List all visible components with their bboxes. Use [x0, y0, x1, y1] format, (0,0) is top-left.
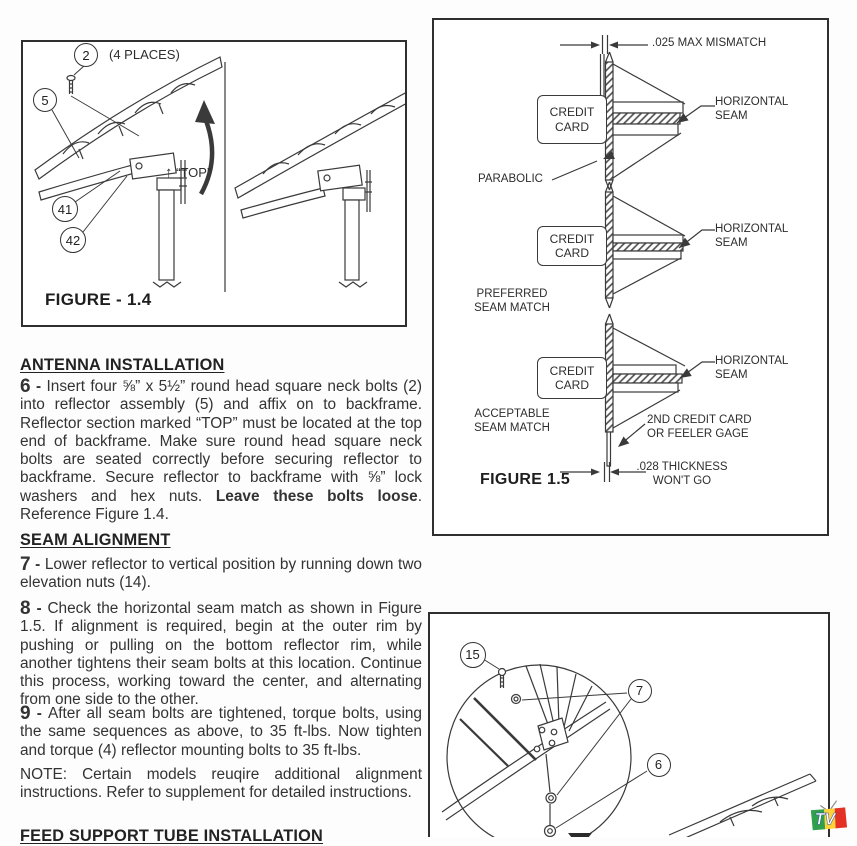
credit-card-box-2: CREDIT CARD	[537, 226, 607, 266]
antenna-installation-heading: ANTENNA INSTALLATION	[20, 356, 225, 374]
note-paragraph: NOTE: Certain models reuqire additional alignment instructions. Refer to supplement for detailed instructions.	[20, 766, 422, 802]
step-9-number: 9	[20, 703, 31, 724]
horizontal-seam-label-3: HORIZONTAL SEAM	[715, 355, 788, 381]
detail-figure-drawing	[430, 614, 828, 837]
parabolic-label: PARABOLIC	[478, 173, 543, 185]
credit-card-box-3: CREDIT CARD	[537, 357, 607, 399]
callout-2: 2	[74, 43, 98, 67]
figure-1-4-caption: FIGURE - 1.4	[45, 290, 152, 309]
step-9-paragraph: 9 - After all seam bolts are tightened, torque bolts, using the same sequences as above, to 35 ft-lbs. Now tighten and torque (4) reflector mounting bolts to 35 ft-lbs.	[20, 703, 422, 759]
places-label: (4 PLACES)	[109, 47, 180, 62]
callout-41: 41	[52, 196, 78, 222]
figure-1-4-drawing	[23, 42, 405, 325]
figure-1-4-box	[21, 40, 407, 327]
figure-1-5-box	[432, 18, 829, 536]
acceptable-seam-match-label: ACCEPTABLE SEAM MATCH	[474, 408, 550, 434]
tv-logo	[808, 797, 848, 833]
step-8-paragraph: 8 - Check the horizontal seam match as shown in Figure 1.5. If alignment is required, begin at the outer rim by pushing or pulling on the bottom reflector rim, while another tightens their seam bolts at this location. Continue this process, working toward the center, and alternating from one side to the other.	[20, 598, 422, 709]
callout-6: 6	[647, 753, 671, 777]
up-arrow-icon: ↑	[165, 164, 173, 181]
second-credit-card-label: 2ND CREDIT CARD OR FEELER GAGE	[647, 414, 752, 440]
step-6-number: 6	[20, 376, 31, 397]
callout-42: 42	[60, 227, 86, 253]
feed-support-heading: FEED SUPPORT TUBE INSTALLATION	[20, 827, 323, 845]
top-orientation-label: ↑ “TOP”	[165, 164, 212, 181]
step-7-paragraph: 7 - Lower reflector to vertical position by running down two elevation nuts (14).	[20, 554, 422, 592]
credit-card-box-1: CREDIT CARD	[537, 95, 607, 144]
step-8-number: 8	[20, 598, 31, 619]
seam-alignment-heading: SEAM ALIGNMENT	[20, 531, 171, 549]
detail-figure-box	[428, 612, 830, 837]
mismatch-dimension-label: .025 MAX MISMATCH	[652, 37, 767, 49]
callout-7: 7	[628, 679, 652, 703]
step-6-paragraph: 6 - Insert four ⅝” x 5½” round head square neck bolts (2) into reflector assembly (5) and affix on to backframe. Reflector section marked “TOP” must be located at the top end of backframe. Make sure round head square neck bolts are seated correctly before securing reflector to backframe. Secure reflector to backframe with ⅝” lock washers and hex nuts. Leave these bolts loose. Reference Figure 1.4.	[20, 376, 422, 524]
callout-15: 15	[460, 642, 486, 668]
horizontal-seam-label-2: HORIZONTAL SEAM	[715, 223, 788, 249]
callout-5: 5	[33, 88, 57, 112]
step-7-number: 7	[20, 554, 31, 575]
preferred-seam-match-label: PREFERRED SEAM MATCH	[474, 288, 550, 314]
tv-logo-text: TV	[814, 810, 836, 829]
thickness-dimension-label: .028 THICKNESS WON'T GO	[636, 461, 728, 487]
figure-1-5-caption: FIGURE 1.5	[480, 471, 571, 488]
horizontal-seam-label-1: HORIZONTAL SEAM	[715, 96, 788, 122]
